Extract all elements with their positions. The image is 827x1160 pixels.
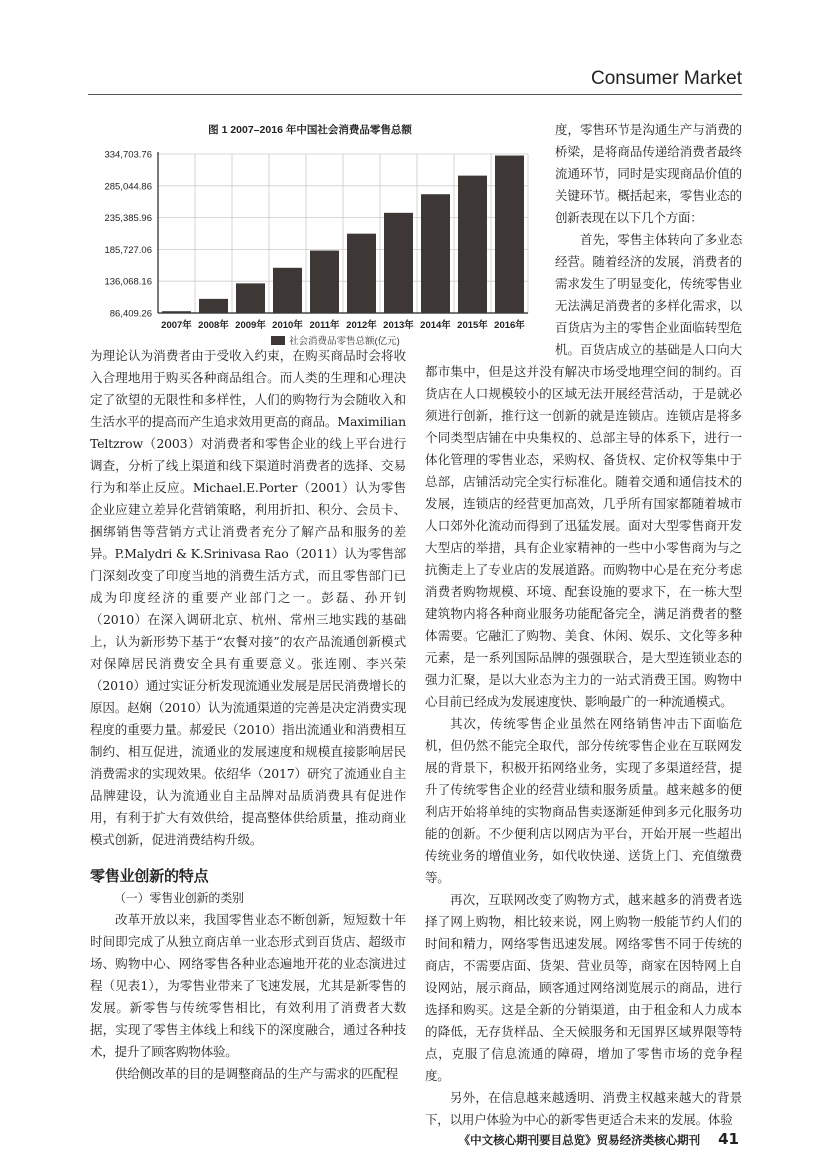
bar-2013年 — [384, 213, 413, 313]
bar-2007年 — [162, 311, 191, 313]
journal-name: 《中文核心期刊要目总览》贸易经济类核心期刊 — [458, 1133, 701, 1147]
page-footer — [459, 1130, 739, 1148]
right-column — [425, 119, 742, 1131]
y-tick-label: 334,703.76 — [104, 149, 152, 161]
legend-swatch — [271, 336, 285, 345]
x-tick-label: 2015年 — [457, 320, 488, 331]
paragraph: 另外，在信息越来越透明、消费主权越来越大的背景下，以用户体验为中心的新零售更适合未来的发展。体验 — [425, 1090, 742, 1127]
paragraph-part: 首先，零售主体转向了多业态经营。随着经济的发展，消费者的需求发生了明显变化，传统零售业无法满足消费者的多样化需求，以百货店为主的零售企业面临转型危机。百货店成立的基础是人口向大 — [555, 232, 742, 357]
bar-2011年 — [310, 251, 339, 313]
x-tick-label: 2009年 — [235, 320, 266, 331]
bar-2009年 — [236, 283, 265, 313]
x-tick-label: 2012年 — [346, 320, 377, 331]
x-tick-label: 2007年 — [161, 320, 192, 331]
section-header: Consumer Market — [591, 68, 742, 89]
paragraph: 为理论认为消费者由于受收入约束，在购买商品时会将收入合理地用于购买各种商品组合。而人类的生理和心理决定了欲望的无限性和多样性，人们的购物行为会随收入和生活水平的提高而产生追求效用更高的商品。Maximilian Teltzrow（2003）对消费者和零售企业的线上平台进行调查，分析了线上渠道和线下渠道时消费者的选择、交易行为和举止反应。Michael.E.Porter（2001）认为零售企业应建立差异化营销策略，利用折扣、积分、会员卡、捆绑销售等营销方式让消费者充分了解产品和服务的差异。P.Malydri & K.Srinivasa Rao（2011）认为零售部门深刻改变了印度当地的消费生活方式，而且零售部门已成为印度经济的重要产业部门之一。彭磊、孙开钊（2010）在深入调研北京、杭州、常州三地实践的基础上，认为新形势下基于“农餐对接”的农产品流通创新模式对保障居民消费安全具有重要意义。张连刚、李兴荣（2010）通过实证分析发现流通业发展是居民消费增长的原因。赵娴（2010）认为流通渠道的完善是决定消费实现程度的重要力量。郝爱民（2010）指出流通业和消费相互制约、相互促进，流通业的发展速度和规模直接影响居民消费需求的实现效果。依绍华（2017）研究了流通业自主品牌建设，认为流通业自主品牌对品质消费具有促进作用，有利于扩大有效供给，提高整体供给质量，推动商业模式创新，促进消费结构升级。 — [90, 348, 406, 847]
paragraph: 改革开放以来，我国零售业态不断创新，短短数十年时间即完成了从独立商店单一业态形式到百货店、超级市场、购物中心、网络零售各种业态遍地开花的业态演进过程（见表1），为零售业带来了飞速发展，尤其是新零售的发展。新零售与传统零售相比，有效利用了消费者大数据，实现了零售主体线上和线下的深度融合，通过各种技术，提升了顾客购物体验。 — [90, 912, 406, 1059]
y-tick-label: 235,385.96 — [104, 213, 152, 225]
chart-wrap-spacer — [425, 119, 555, 345]
section-heading: 零售业创新的特点 — [90, 867, 209, 885]
x-tick-label: 2010年 — [272, 320, 303, 331]
legend-label: 社会消费品零售总额(亿元) — [289, 336, 400, 347]
paragraph: 其次，传统零售企业虽然在网络销售冲击下面临危机，但仍然不能完全取代，部分传统零售企业在互联网发展的背景下，积极开拓网络业务，实现了多渠道经营，提升了传统零售企业的经营业绩和服务质量。越来越多的便利店开始将单纯的实物商品售卖逐渐延伸到多元化服务功能的创新。不少便利店以网店为平台，开始开展一些超出传统业务的增值业务，如代收快递、送货上门、充值缴费等。 — [425, 716, 742, 885]
bar-2010年 — [273, 268, 302, 313]
header-rule — [88, 94, 742, 95]
y-tick-label: 86,409.26 — [109, 308, 152, 320]
x-tick-label: 2008年 — [198, 320, 229, 331]
y-tick-label: 185,727.06 — [104, 244, 152, 256]
paragraph: 度，零售环节是沟通生产与消费的桥梁，是将商品传递给消费者最终流通环节，同时是实现商品价值的关键环节。概括起来，零售业态的创新表现在以下几个方面： — [555, 122, 742, 225]
paragraph-part: 都市集中，但是这并没有解决市场受地理空间的制约。百货店在人口规模较小的区域无法开展经营活动，于是就必须进行创新，推行这一创新的就是连锁店。连锁店是将多个同类型店铺在中央集权的、总部主导的体系下，进行一体化管理的零售业态，采购权、备货权、定价权等集中于总部，店铺活动完全实行标准化。随着交通和通信技术的发展，连锁店的经营更加高效，几乎所有国家都随着城市人口郊外化流动而得到了迅猛发展。面对大型零售商开发大型店的举措，具有企业家精神的一些中小零售商为与之抗衡走上了专业店的发展道路。而购物中心是在充分考虑消费者购物规模、环境、配套设施的要求下，在一栋大型建筑物内将各种商业服务功能配备完全，满足消费者的整体需要。它融汇了购物、美食、休闲、娱乐、文化等多种元素，是一系列国际品牌的强强联合，是大型连锁业态的强力汇聚，是以大业态为主力的一站式消费王国。购物中心目前已经成为发展速度快、影响最广的一种流通模式。 — [425, 364, 742, 709]
page-number: 41 — [718, 1130, 739, 1148]
paragraph: 供给侧改革的目的是调整商品的生产与需求的匹配程 — [115, 1066, 398, 1081]
subsection-heading: （一）零售业创新的类别 — [114, 891, 244, 905]
x-tick-label: 2011年 — [309, 320, 340, 331]
paragraph: 再次，互联网改变了购物方式，越来越多的消费者选择了网上购物，相比较来说，网上购物一般能节约人们的时间和精力，网络零售迅速发展。网络零售不同于传统的商店，不需要店面、货架、营业员等，商家在因特网上自设网站，展示商品，顾客通过网络浏览展示的商品，进行选择和购买。这是全新的分销渠道，由于租金和人力成本的降低，无存货样品、全天候服务和无国界区域界限等特点，克服了信息流通的障碍，增加了零售市场的竞争程度。 — [425, 892, 742, 1083]
left-column — [90, 345, 406, 1085]
x-tick-label: 2013年 — [383, 320, 414, 331]
bar-2012年 — [347, 234, 376, 313]
x-tick-label: 2016年 — [494, 320, 525, 331]
x-tick-label: 2014年 — [420, 320, 451, 331]
bar-2008年 — [199, 299, 228, 313]
y-tick-label: 285,044.86 — [104, 181, 152, 193]
chart-title: 图 1 2007–2016 年中国社会消费品零售总额 — [208, 124, 412, 136]
y-tick-label: 136,068.16 — [104, 276, 152, 288]
